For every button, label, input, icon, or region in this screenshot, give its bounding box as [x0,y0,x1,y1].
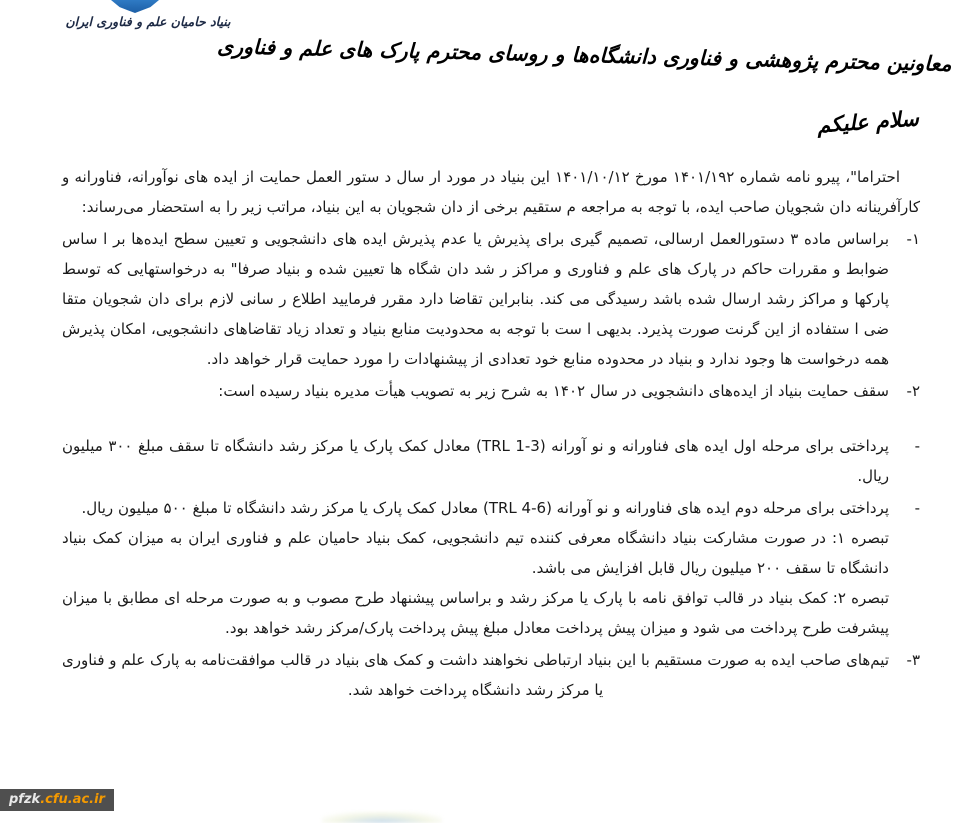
tier-1-text: پرداختی برای مرحله اول ایده های فناورانه و نو آورانه (TRL 1-3) معادل کمک پارک یا مرکز رشد دانشگاه تا سقف مبلغ ۳۰۰ میلیون ریال. [62,437,889,485]
letter-body [62,162,920,705]
numbered-item-1 [62,224,920,374]
grant-tier-2 [62,493,920,523]
site-watermark [0,789,114,811]
item-3-marker: ۳- [906,651,920,669]
item-3-text: تیم‌های صاحب ایده به صورت مستقیم با این بنیاد ارتباطی نخواهند داشت و کمک های بنیاد در قالب موافقت‌نامه به پارک علم و فناوری یا مرکز رشد دانشگاه پرداخت خواهد شد. [62,651,889,699]
item-2-text: سقف حمایت بنیاد از ایده‌های دانشجویی در سال ۱۴۰۲ به شرح زیر به تصویب هیأت مدیره بنیاد رسیده است: [218,382,889,400]
note-2: تبصره ۲: کمک بنیاد در قالب توافق نامه با پارک یا مرکز رشد و براساس پیشنهاد طرح مصوب و به صورت مرحله ای مطابق با میزان پیشرفت طرح پرداخت می شود و میزان پیش پرداخت معادل مبلغ پیش پرداخت پارک/مرکز رشد خواهد بود. [62,589,889,637]
foundation-logo-title: بنیاد حامیان علم و فناوری ایران [65,14,231,29]
numbered-item-3 [62,645,920,705]
tier-2-dash-marker: - [914,499,920,517]
numbered-item-2 [62,376,920,406]
watermark-suffix: .cfu.ac.ir [40,792,105,807]
grant-tier-1 [62,431,920,491]
tier-2-text: پرداختی برای مرحله دوم ایده های فناورانه و نو آورانه (TRL 4-6) معادل کمک پارک یا مرکز رشد دانشگاه تا مبلغ ۵۰۰ میلیون ریال. [81,499,889,517]
salutation: سلام علیکم [816,106,920,138]
item-2-marker: ۲- [906,382,920,400]
foundation-emblem-icon [111,0,159,13]
stamp-smudge-decoration [322,812,442,823]
item-1-text: براساس ماده ۳ دستورالعمل ارسالی، تصمیم گیری برای پذیرش یا عدم پذیرش ایده های دانشجویی و تعیین سطح ایده‌ها بر ا ساس ضوابط و مقررات حاکم در پارک های علم و فناوری و مراکز ر شد دان شگاه ها تعیین شده و بنیاد صرفا" به درخواستهایی که توسط پارکها و مراکز رشد ارسال شده باشد رسیدگی می کند. بنابراین تقاضا دارد مقرر فرمایید اطلاع ر سانی لازم برای دان شجویان متقا ضی ا ستفاده از این گرنت صورت پذیرد. بدیهی ا ست با توجه به محدودیت منابع بنیاد و تعداد زیاد تقاضاهای دانشجویی، امکان پذیرش همه درخواست ها وجود ندارد و بنیاد در محدوده منابع خود تعدادی از پیشنهادات را مورد حمایت قرار خواهد داد. [62,230,889,368]
tier-1-dash-marker: - [914,437,920,455]
letter-heading: معاونین محترم پژوهشی و فناوری دانشگاه‌ها و روسای محترم پارک های علم و فناوری [216,34,952,76]
note-1: تبصره ۱: در صورت مشارکت بنیاد دانشگاه معرفی کننده تیم دانشجویی، کمک بنیاد حامیان علم و فناوری ایران به میزان کمک بنیاد دانشگاه تا سقف ۲۰۰ میلیون ریال قابل افزایش می باشد. [62,529,889,577]
watermark-prefix: pfzk [9,792,41,807]
intro-paragraph: احتراما"، پیرو نامه شماره ۱۴۰۱/۱۹۲ مورخ ۱۴۰۱/۱۰/۱۲ این بنیاد در مورد ار سال د ستور العمل حمایت از ایده های نوآورانه، فناورانه و کارآفرینانه دان شجویان صاحب ایده، با توجه به مراجعه م ستقیم برخی از دان شجویان به این بنیاد، مراتب زیر را به استحضار می‌رساند: [62,168,920,216]
item-1-marker: ۱- [906,230,920,248]
